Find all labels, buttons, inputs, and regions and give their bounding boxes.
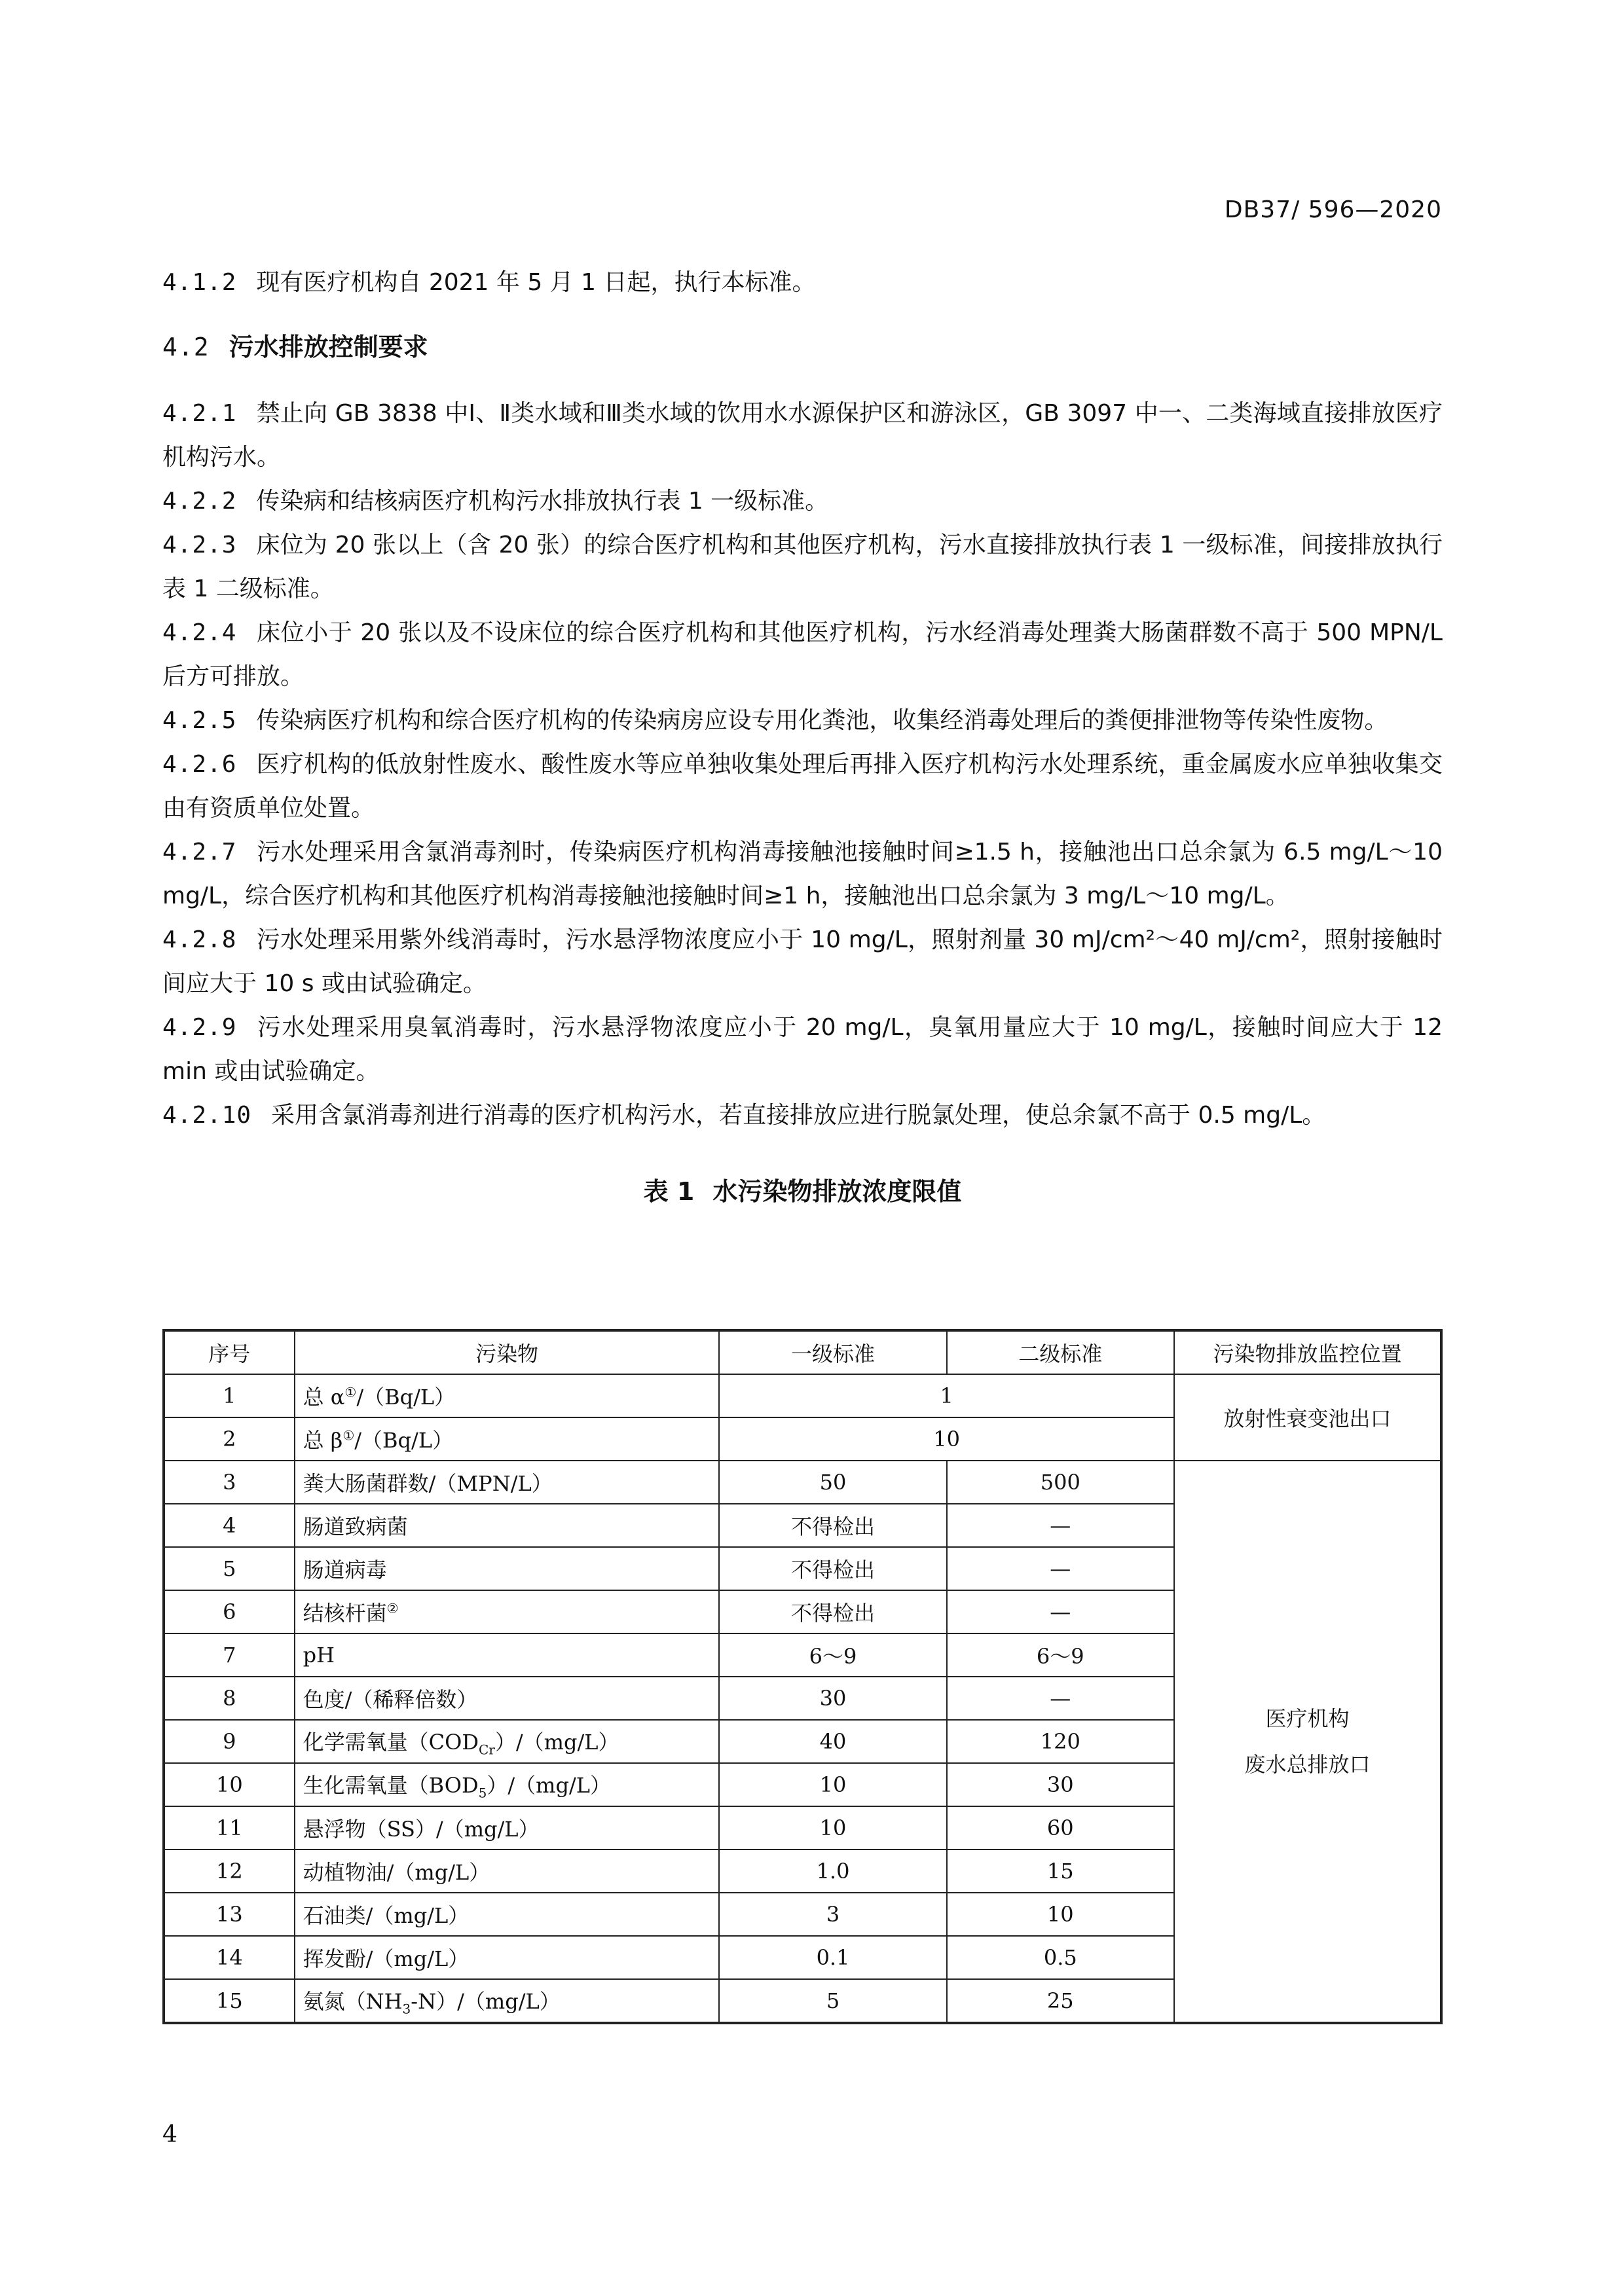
location-general [1174, 1461, 1441, 2023]
row-level1: 3 [719, 1893, 946, 1936]
row-pollutant: 结核杆菌② [295, 1590, 720, 1633]
row-pollutant: 石油类/（mg/L） [295, 1893, 720, 1936]
row-pollutant: 总 α①/（Bq/L） [295, 1374, 720, 1417]
row-no: 9 [164, 1720, 295, 1763]
row-pollutant: 色度/（稀释倍数） [295, 1677, 720, 1720]
clause-number: 4.2.3 [162, 532, 237, 558]
row-level2: — [947, 1547, 1174, 1590]
row-no: 15 [164, 1979, 295, 2023]
row-no: 2 [164, 1417, 295, 1461]
clause-text: 传染病和结核病医疗机构污水排放执行表 1 一级标准。 [256, 488, 829, 515]
row-no: 10 [164, 1763, 295, 1806]
row-no: 11 [164, 1806, 295, 1850]
row-no: 5 [164, 1547, 295, 1590]
clause-text: 医疗机构的低放射性废水、酸性废水等应单独收集处理后再排入医疗机构污水处理系统，重金属废水应单独收集交由有资质单位处置。 [162, 751, 1443, 822]
section-number: 4.2 [162, 333, 210, 361]
clause-4-2-1 [162, 392, 1443, 479]
row-no: 12 [164, 1850, 295, 1893]
row-pollutant: 化学需氧量$(COD_{Cr})/(mg/L)$ [295, 1720, 720, 1763]
row-level1: 30 [719, 1677, 946, 1720]
clause-4-2-4 [162, 611, 1443, 699]
clause-number: 4.2.2 [162, 488, 237, 515]
clause-text: 采用含氯消毒剂进行消毒的医疗机构污水，若直接排放应进行脱氯处理，使总余氯不高于 0.5 mg/L。 [271, 1102, 1326, 1129]
row-level1: 50 [719, 1461, 946, 1504]
standard-code: DB37/ 596—2020 [1224, 196, 1442, 223]
clause-text: 床位为 20 张以上（含 20 张）的综合医疗机构和其他医疗机构，污水直接排放执行表 1 一级标准，间接排放执行表 1 二级标准。 [162, 532, 1443, 602]
clause-text: 床位小于 20 张以及不设床位的综合医疗机构和其他医疗机构，污水经消毒处理粪大肠菌群数不高于 500 MPN/L 后方可排放。 [162, 619, 1443, 690]
row-no: 4 [164, 1504, 295, 1547]
section-title: 污水排放控制要求 [229, 333, 428, 361]
row-level2: 15 [947, 1850, 1174, 1893]
row-no: 1 [164, 1374, 295, 1417]
row-level2: 6～9 [947, 1633, 1174, 1677]
clause-number: 4.2.9 [162, 1014, 237, 1041]
row-level2: 30 [947, 1763, 1174, 1806]
clause-4-2-2 [162, 479, 1443, 523]
row-level2: 10 [947, 1893, 1174, 1936]
row-level1: 6～9 [719, 1633, 946, 1677]
row-pollutant: 氨氮$(NH_3-N)/(mg/L)$ [295, 1979, 720, 2023]
row-pollutant: 肠道致病菌 [295, 1504, 720, 1547]
clause-text: 禁止向 GB 3838 中Ⅰ、Ⅱ类水域和Ⅲ类水域的饮用水水源保护区和游泳区，GB 3097 中一、二类海域直接排放医疗机构污水。 [162, 400, 1443, 471]
row-level1: 1.0 [719, 1850, 946, 1893]
header-location: 污染物排放监控位置 [1174, 1330, 1441, 1374]
body-text [162, 261, 1443, 1239]
row-pollutant: 悬浮物（SS）/（mg/L） [295, 1806, 720, 1850]
clause-number: 4.2.10 [162, 1102, 252, 1129]
row-pollutant: 粪大肠菌群数/（MPN/L） [295, 1461, 720, 1504]
clause-4-2-5 [162, 699, 1443, 742]
row-pollutant: 生化需氧量$(BOD_5)/(mg/L)$ [295, 1763, 720, 1806]
header-pollutant: 污染物 [295, 1330, 720, 1374]
clause-number: 4.2.5 [162, 707, 237, 734]
row-pollutant: 总 β①/（Bq/L） [295, 1417, 720, 1461]
location-radioactive: 放射性衰变池出口 [1174, 1374, 1441, 1461]
clause-number: 4.2.7 [162, 839, 237, 866]
row-level1: 0.1 [719, 1936, 946, 1979]
table-title-text: 水污染物排放浓度限值 [712, 1177, 962, 1206]
row-no: 6 [164, 1590, 295, 1633]
row-level2: 0.5 [947, 1936, 1174, 1979]
clause-text: 传染病医疗机构和综合医疗机构的传染病房应设专用化粪池，收集经消毒处理后的粪便排泄物等传染性废物。 [256, 707, 1388, 734]
clause-4-2-9 [162, 1006, 1443, 1093]
clause-4-2-8 [162, 918, 1443, 1006]
clause-number: 4.2.8 [162, 926, 237, 953]
row-limit-merged: 10 [719, 1417, 1174, 1461]
row-level1: 不得检出 [719, 1504, 946, 1547]
clause-number: 4.1.2 [162, 269, 237, 296]
clause-text: 污水处理采用臭氧消毒时，污水悬浮物浓度应小于 20 mg/L，臭氧用量应大于 10 mg/L，接触时间应大于 12 min 或由试验确定。 [162, 1014, 1443, 1085]
pollutant-limits-table [162, 1329, 1443, 2024]
row-no: 13 [164, 1893, 295, 1936]
row-level1: 10 [719, 1763, 946, 1806]
row-level1: 40 [719, 1720, 946, 1763]
header-no: 序号 [164, 1330, 295, 1374]
table-header-row [164, 1330, 1441, 1374]
clause-text: 污水处理采用紫外线消毒时，污水悬浮物浓度应小于 10 mg/L，照射剂量 30 mJ/cm²～40 mJ/cm²，照射接触时间应大于 10 s 或由试验确定。 [162, 926, 1443, 997]
clause-4-2-7 [162, 830, 1443, 918]
header-level2: 二级标准 [947, 1330, 1174, 1374]
table-row [164, 1461, 1441, 1504]
row-level1: 不得检出 [719, 1590, 946, 1633]
table-title [162, 1170, 1443, 1214]
clause-4-1-2 [162, 261, 1443, 304]
location-line-2: 废水总排放口 [1244, 1752, 1371, 1777]
row-level2: — [947, 1590, 1174, 1633]
section-heading [162, 325, 1443, 369]
clause-text: 现有医疗机构自 2021 年 5 月 1 日起，执行本标准。 [256, 269, 816, 296]
row-pollutant: 肠道病毒 [295, 1547, 720, 1590]
page-number: 4 [162, 2121, 177, 2148]
location-line-1: 医疗机构 [1265, 1706, 1350, 1731]
row-level2: — [947, 1504, 1174, 1547]
row-level2: — [947, 1677, 1174, 1720]
clause-4-2-3 [162, 523, 1443, 611]
row-level2: 120 [947, 1720, 1174, 1763]
row-no: 8 [164, 1677, 295, 1720]
row-no: 14 [164, 1936, 295, 1979]
table-row [164, 1374, 1441, 1417]
clause-number: 4.2.4 [162, 619, 237, 646]
row-level2: 25 [947, 1979, 1174, 2023]
clause-number: 4.2.6 [162, 751, 237, 778]
row-level2: 500 [947, 1461, 1174, 1504]
row-pollutant: 挥发酚/（mg/L） [295, 1936, 720, 1979]
row-no: 3 [164, 1461, 295, 1504]
clause-4-2-6 [162, 742, 1443, 830]
row-limit-merged: 1 [719, 1374, 1174, 1417]
row-level1: 不得检出 [719, 1547, 946, 1590]
row-level1: 10 [719, 1806, 946, 1850]
table-number: 表 1 [643, 1177, 695, 1206]
header-level1: 一级标准 [719, 1330, 946, 1374]
clause-number: 4.2.1 [162, 400, 237, 427]
clause-text: 污水处理采用含氯消毒剂时，传染病医疗机构消毒接触池接触时间≥1.5 h，接触池出口总余氯为 6.5 mg/L～10 mg/L，综合医疗机构和其他医疗机构消毒接触池接触时间≥1 h，接触池出口总余氯为 3 mg/L～10 mg/L。 [162, 839, 1443, 909]
row-level2: 60 [947, 1806, 1174, 1850]
row-no: 7 [164, 1633, 295, 1677]
row-pollutant: pH [295, 1633, 720, 1677]
row-level1: 5 [719, 1979, 946, 2023]
row-pollutant: 动植物油/（mg/L） [295, 1850, 720, 1893]
clause-4-2-10 [162, 1093, 1443, 1137]
